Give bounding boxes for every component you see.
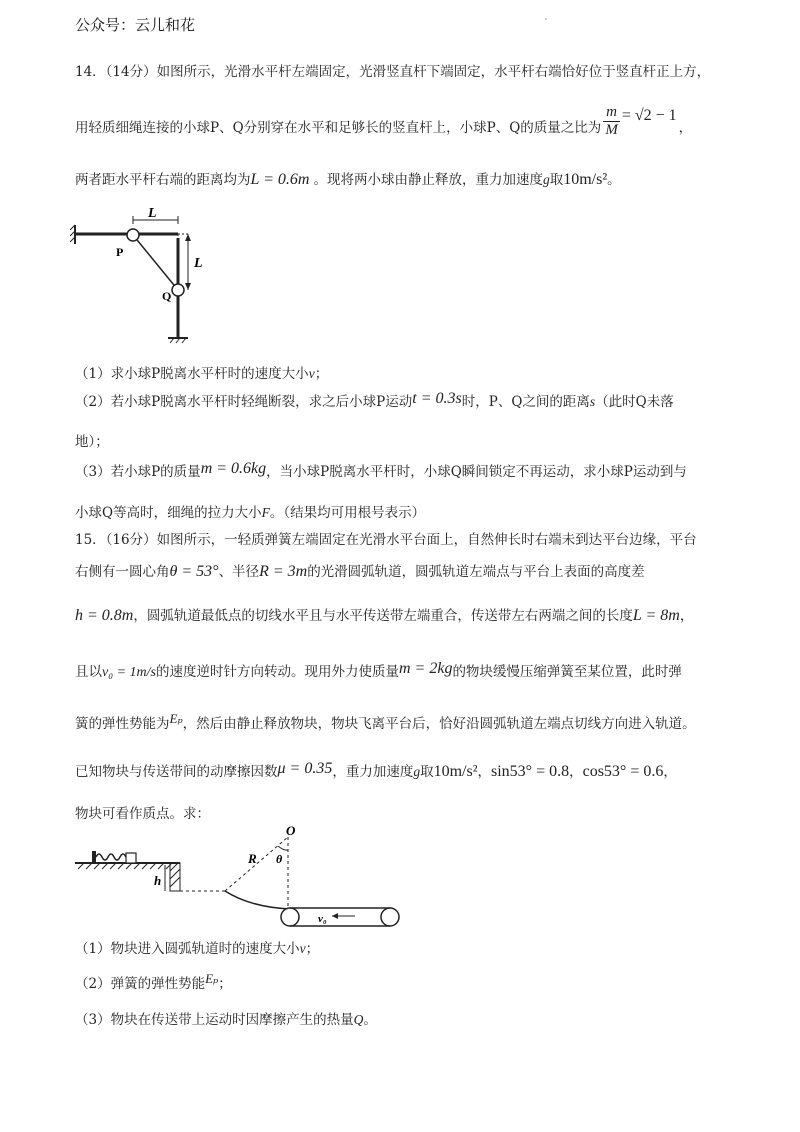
radius-R: R = 3m — [259, 563, 308, 580]
label-L-right: L — [194, 256, 203, 271]
q14-sub-2-text: （2）若小球P脱离水平杆时轻绳断裂，求之后小球P运动 — [75, 394, 413, 410]
q15-line-3-text: ，圆弧轨道最低点的切线水平且与水平传送带左端重合，传送带左右两端之间的长度 — [133, 608, 633, 624]
q14-sub-3-text: （3）若小球P的质量 — [75, 464, 201, 480]
symbol-g: g — [542, 172, 550, 187]
q14-line-3-text-b: 。现将两小球由静止释放，重力加速度 — [313, 172, 543, 188]
q15-sub-3 — [75, 1010, 377, 1030]
height-h: h = 0.8m — [75, 607, 134, 624]
q14-line-3 — [75, 170, 621, 190]
fraction-numerator: m — [603, 104, 620, 122]
track-diagram — [70, 825, 410, 935]
distance-L: L = 0.6m — [250, 171, 310, 188]
label-P: P — [116, 245, 124, 259]
q15-line-6-text: 已知物块与传送带间的动摩擦因数 — [75, 764, 278, 780]
label-O: O — [286, 825, 296, 838]
q14-line-1: 14．（14分）如图所示，光滑水平杆左端固定，光滑竖直杆下端固定，水平杆右端恰好位于竖直杆正上方， — [75, 64, 711, 80]
q14-sub-1-end: ； — [314, 366, 329, 382]
symbol-Q: Q — [353, 1012, 364, 1027]
q15-line-6 — [75, 762, 677, 782]
label-v0: v₀ — [318, 913, 327, 925]
q15-line-3 — [75, 606, 693, 626]
q15-sub-3-text: （3）物块在传送带上运动时因摩擦产生的热量 — [75, 1012, 354, 1028]
q14-sub-3-cont-text: 小球Q等高时，细绳的拉力大小 — [75, 505, 262, 521]
sin-value: sin53° = 0.8 — [491, 763, 570, 780]
q15-line-2-text: 右侧有一圆心角 — [75, 564, 170, 580]
q15-sub-1-end: ； — [305, 941, 320, 957]
q14-sub-3 — [75, 462, 687, 482]
q14-sub-3-cont — [75, 503, 425, 523]
label-R: R — [248, 851, 257, 866]
symbol-F: F — [261, 505, 270, 520]
mass-m: m = 0.6kg — [200, 460, 267, 477]
q14-sub-3-cont-end: 。（结果均可用根号表示） — [269, 505, 426, 521]
mass-ratio-value: = √2 − 1 — [621, 107, 677, 124]
q14-sub-2 — [75, 392, 674, 412]
q14-line-3-text-c: 取 — [549, 172, 564, 188]
energy-Ep-sub: Eₚ — [205, 971, 219, 986]
length-L: L = 8m — [632, 607, 680, 624]
label-Q: Q — [162, 289, 172, 303]
fraction-denominator: M — [605, 122, 618, 138]
q15-line-5-text-b: ，然后由静止释放物块，物块飞离平台后，恰好沿圆弧轨道左端点切线方向进入轨道。 — [182, 716, 696, 732]
q15-line-2-text-b: 、半径 — [218, 564, 260, 580]
mass-m-15: m = 2kg — [398, 660, 453, 677]
symbol-g-15: g — [413, 764, 421, 779]
energy-Ep: Eₚ — [169, 711, 183, 726]
q14-line-2 — [75, 104, 693, 139]
q14-sub-1-text: （1）求小球P脱离水平杆时的速度大小 — [75, 366, 309, 382]
q15-line-4 — [75, 662, 682, 683]
symbol-s: s — [589, 394, 596, 409]
q14-sub-3-text-b: ，当小球P脱离水平杆时，小球Q瞬间锁定不再运动，求小球P运动到与 — [266, 464, 687, 480]
q15-line-6-text-c: 取 — [420, 764, 434, 780]
q15-line-4-text-b: 的速度逆时针方向转动。现用外力使质量 — [155, 664, 399, 680]
q15-line-2-text-c: 的光滑圆弧轨道，圆弧轨道左端点与平台上表面的高度差 — [307, 564, 645, 580]
page-header: 公众号：云儿和花 — [75, 16, 196, 34]
symbol-v: v — [308, 366, 315, 381]
q15-line-6-end: ， — [663, 764, 677, 780]
q14-sub-2-text-b: 时，P、Q之间的距离 — [461, 394, 590, 410]
q15-line-6-sep-2: ， — [569, 764, 583, 780]
symbol-v-15: v — [299, 941, 306, 956]
velocity-v0: v₀ = 1m/s — [102, 665, 156, 680]
mass-ratio-fraction — [603, 104, 620, 139]
q14-sub-2-cont: 地）； — [75, 434, 109, 450]
q14-line-3-text: 两者距水平杆右端的距离均为 — [75, 172, 251, 188]
q15-line-3-end: ， — [679, 608, 694, 624]
stray-dot — [545, 18, 547, 20]
q15-line-2 — [75, 562, 645, 582]
q14-line-2-text: 用轻质细绳连接的小球P、Q分别穿在水平和足够长的竖直杆上，小球P、Q的质量之比为 — [75, 120, 602, 136]
q15-line-4-text-c: 的物块缓慢压缩弹簧至某位置，此时弹 — [452, 664, 682, 680]
time-t: t = 0.3s — [412, 390, 462, 407]
q14-sub-1 — [75, 364, 328, 384]
q15-line-6-sep-1: ， — [477, 764, 491, 780]
q14-sub-2-text-c: （此时Q未落 — [595, 394, 674, 410]
q14-line-2-end: ， — [678, 120, 693, 136]
q15-sub-3-end: 。 — [363, 1012, 377, 1028]
q14-line-3-end: 。 — [607, 172, 621, 188]
q15-sub-2 — [75, 971, 232, 994]
q15-line-4-text: 且以 — [75, 664, 102, 680]
q15-sub-2-end: ； — [218, 976, 232, 992]
q15-line-1: 15．（16分）如图所示，一轻质弹簧左端固定在光滑水平台面上，自然伸长时右端未到达平台边缘，平台 — [75, 532, 697, 548]
label-theta: θ — [276, 852, 283, 866]
rod-diagram — [70, 200, 210, 350]
friction-mu: μ = 0.35 — [277, 760, 333, 777]
q15-line-5 — [75, 711, 696, 734]
cos-value: cos53° = 0.6 — [582, 763, 664, 780]
q15-line-7: 物块可看作质点。求： — [75, 806, 210, 822]
q15-line-5-text: 簧的弹性势能为 — [75, 716, 170, 732]
q15-line-6-text-b: ，重力加速度 — [332, 764, 414, 780]
q15-sub-2-text: （2）弹簧的弹性势能 — [75, 976, 206, 992]
angle-theta: θ = 53° — [169, 563, 219, 580]
gravity-value-15: 10m/s² — [433, 763, 478, 780]
label-h: h — [154, 873, 162, 888]
q15-sub-1-text: （1）物块进入圆弧轨道时的速度大小 — [75, 941, 300, 957]
label-L-top: L — [148, 206, 157, 221]
gravity-value: 10m/s² — [563, 171, 608, 188]
q15-sub-1 — [75, 939, 319, 959]
